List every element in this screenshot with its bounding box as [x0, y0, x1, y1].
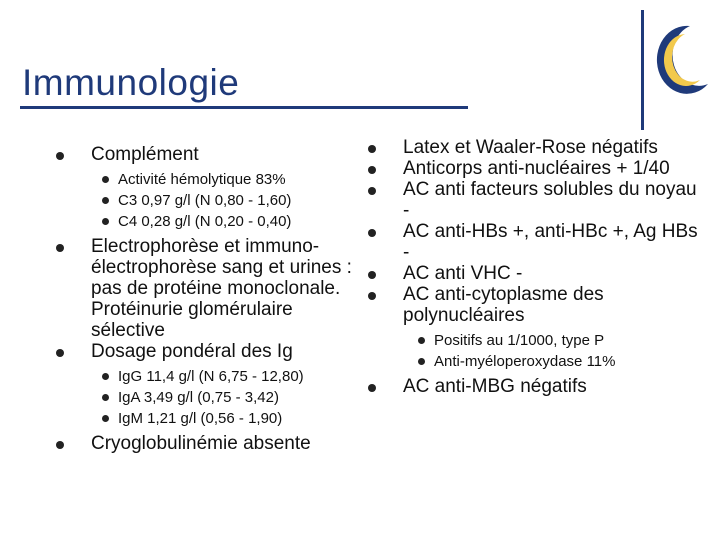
- list-item: [368, 158, 708, 179]
- list-item-text: AC anti facteurs solubles du noyau -: [403, 179, 697, 221]
- sub-list-item: IgG 11,4 g/l (N 6,75 - 12,80): [91, 366, 361, 387]
- list-item-text: Cryoglobulinémie absente: [91, 433, 311, 454]
- list-item-text: AC anti-cytoplasme des polynucléaires: [403, 284, 604, 326]
- list-item-text: Electrophorèse et immuno-électrophorèse sang et urines : pas de protéine monoclonale. Protéinurie glomérulaire sélective: [91, 236, 352, 341]
- crescent-moon-logo-icon: [650, 20, 712, 96]
- list-item-text: AC anti-HBs +, anti-HBc +, Ag HBs -: [403, 221, 698, 263]
- sub-list-item: C3 0,97 g/l (N 0,80 - 1,60): [91, 190, 361, 211]
- sub-list-item: Activité hémolytique 83%: [91, 169, 361, 190]
- slide-title: Immunologie: [22, 62, 240, 103]
- list-item-text: Dosage pondéral des Ig: [91, 341, 293, 362]
- list-item-text: Anticorps anti-nucléaires + 1/40: [403, 158, 670, 179]
- sub-list-item: IgA 3,49 g/l (0,75 - 3,42): [91, 387, 361, 408]
- list-item: [368, 263, 708, 284]
- vertical-divider: [641, 10, 644, 130]
- list-item: [56, 433, 361, 454]
- list-item-text: AC anti-MBG négatifs: [403, 376, 587, 397]
- list-item-text: Latex et Waaler-Rose négatifs: [403, 137, 658, 158]
- sub-list-item: Positifs au 1/1000, type P: [407, 330, 708, 351]
- sub-list-item: Anti-myéloperoxydase 11%: [407, 351, 708, 372]
- title-underline: [20, 106, 468, 109]
- left-column: [56, 144, 361, 454]
- list-item: [56, 236, 361, 341]
- list-item: [368, 376, 708, 397]
- right-column: [368, 137, 708, 397]
- list-item-text: Complément: [91, 144, 199, 165]
- list-item: [368, 137, 708, 158]
- list-item: [368, 179, 708, 221]
- sub-list-item: C4 0,28 g/l (N 0,20 - 0,40): [91, 211, 361, 232]
- list-item: [368, 221, 708, 263]
- list-item-text: AC anti VHC -: [403, 263, 523, 284]
- list-item: [368, 284, 708, 372]
- list-item: [56, 341, 361, 429]
- list-item: [56, 144, 361, 232]
- sub-list-item: IgM 1,21 g/l (0,56 - 1,90): [91, 408, 361, 429]
